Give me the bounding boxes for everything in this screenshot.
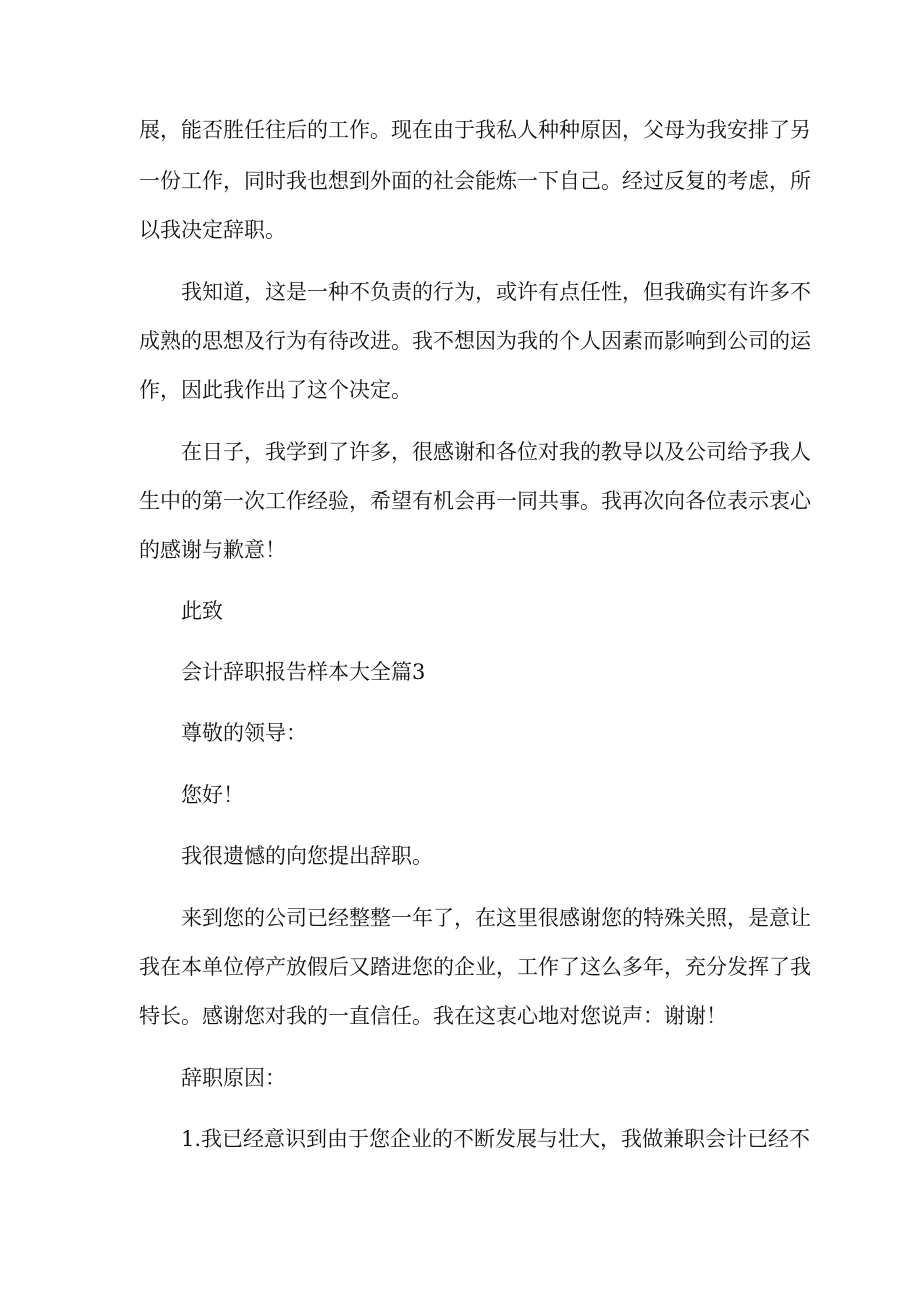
- paragraph-line: 成熟的思想及行为有待改进。我不想因为我的个人因素而影响到公司的运: [139, 329, 811, 353]
- paragraph-line: 以我决定辞职。: [139, 218, 286, 242]
- section-heading: 会计辞职报告样本大全篇3: [181, 660, 426, 684]
- paragraph-line: 的感谢与歉意！: [139, 538, 286, 562]
- paragraph-line: 我知道，这是一种不负责的行为，或许有点任性，但我确实有许多不: [181, 280, 811, 304]
- paragraph-line: 生中的第一次工作经验，希望有机会再一同共事。我再次向各位表示衷心: [139, 489, 811, 513]
- greeting-recipient: 尊敬的领导：: [181, 721, 307, 745]
- paragraph-line: 特长。感谢您对我的一直信任。我在这衷心地对您说声：谢谢！: [139, 1004, 727, 1028]
- greeting: 您好！: [181, 783, 244, 807]
- paragraph-line: 1.我已经意识到由于您企业的不断发展与壮大，我做兼职会计已经不: [181, 1127, 811, 1151]
- paragraph-line: 我很遗憾的向您提出辞职。: [181, 844, 433, 868]
- paragraph-line: 作，因此我作出了这个决定。: [139, 378, 412, 402]
- paragraph-line: 展，能否胜任往后的工作。现在由于我私人种种原因，父母为我安排了另: [139, 118, 811, 142]
- paragraph-line: 在日子，我学到了许多，很感谢和各位对我的教导以及公司给予我人: [181, 440, 811, 464]
- closing-salutation: 此致: [181, 599, 223, 623]
- section-label: 辞职原因：: [181, 1066, 286, 1090]
- paragraph-line: 一份工作，同时我也想到外面的社会能炼一下自己。经过反复的考虑，所: [139, 169, 811, 193]
- paragraph-line: 来到您的公司已经整整一年了，在这里很感谢您的特殊关照，是意让: [181, 906, 811, 930]
- paragraph-line: 我在本单位停产放假后又踏进您的企业，工作了这么多年，充分发挥了我: [139, 955, 811, 979]
